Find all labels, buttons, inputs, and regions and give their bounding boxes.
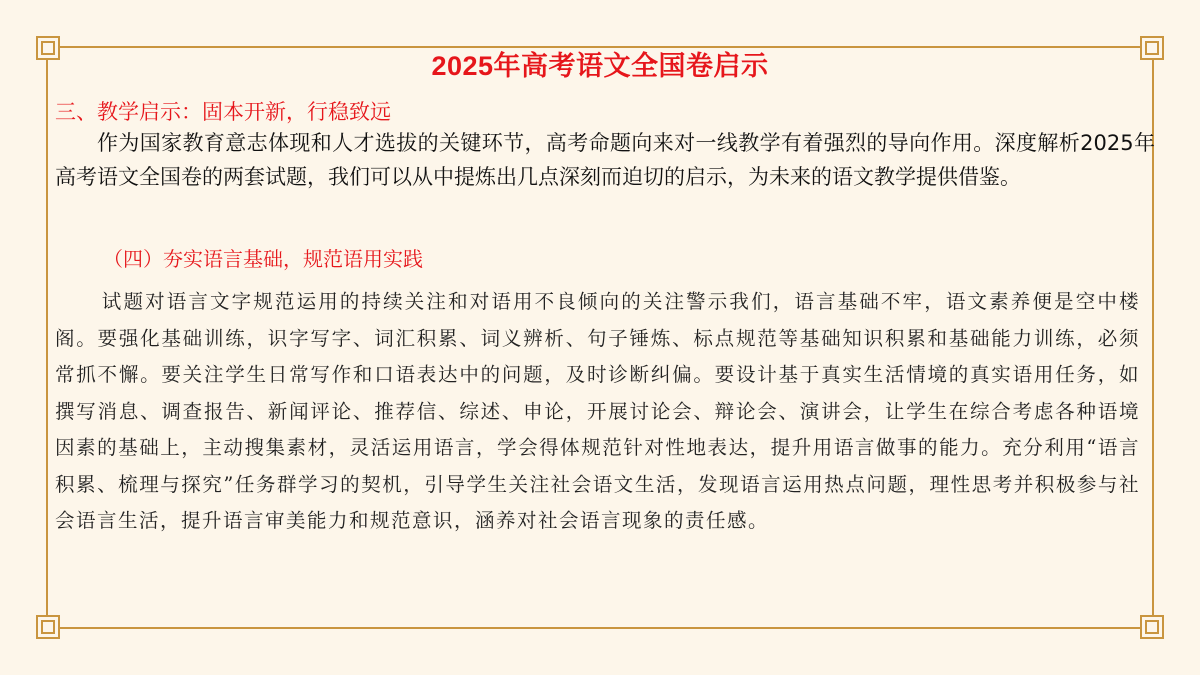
page-title: 2025年高考语文全国卷启示	[431, 51, 769, 81]
frame-left-border	[46, 60, 48, 615]
corner-ornament-bottom-left	[33, 612, 63, 642]
corner-ornament-bottom-right	[1137, 612, 1167, 642]
body-paragraph: 试题对语言文字规范运用的持续关注和对语用不良倾向的关注警示我们，语言基础不牢，语文素养便是空中楼阁。要强化基础训练，识字写字、词汇积累、词义辨析、句子锤炼、标点规范等基础知识积累和基础能力训练，必须常抓不懈。要关注学生日常写作和口语表达中的问题，及时诊断纠偏。要设计基于真实生活情境的真实语用任务，如撰写消息、调查报告、新闻评论、推荐信、综述、申论，开展讨论会、辩论会、演讲会，让学生在综合考虑各种语境因素的基础上，主动搜集素材，灵活运用语言，学会得体规范针对性地表达，提升用语言做事的能力。充分利用“语言积累、梳理与探究”任务群学习的契机，引导学生关注社会语文生活，发现语言运用热点问题，理性思考并积极参与社会语言生活，提升语言审美能力和规范意识，涵养对社会语言现象的责任感。	[55, 290, 1140, 532]
section-heading: 三、教学启示：固本开新，行稳致远	[55, 100, 391, 124]
intro-paragraph: 作为国家教育意志体现和人才选拔的关键环节，高考命题向来对一线教学有着强烈的导向作用。深度解析2025年高考语文全国卷的两套试题，我们可以从中提炼出几点深刻而迫切的启示，为未来的语文教学提供借鉴。	[55, 131, 1155, 189]
sub-heading: （四）夯实语言基础，规范语用实践	[103, 247, 423, 271]
frame-bottom-border	[60, 627, 1140, 629]
